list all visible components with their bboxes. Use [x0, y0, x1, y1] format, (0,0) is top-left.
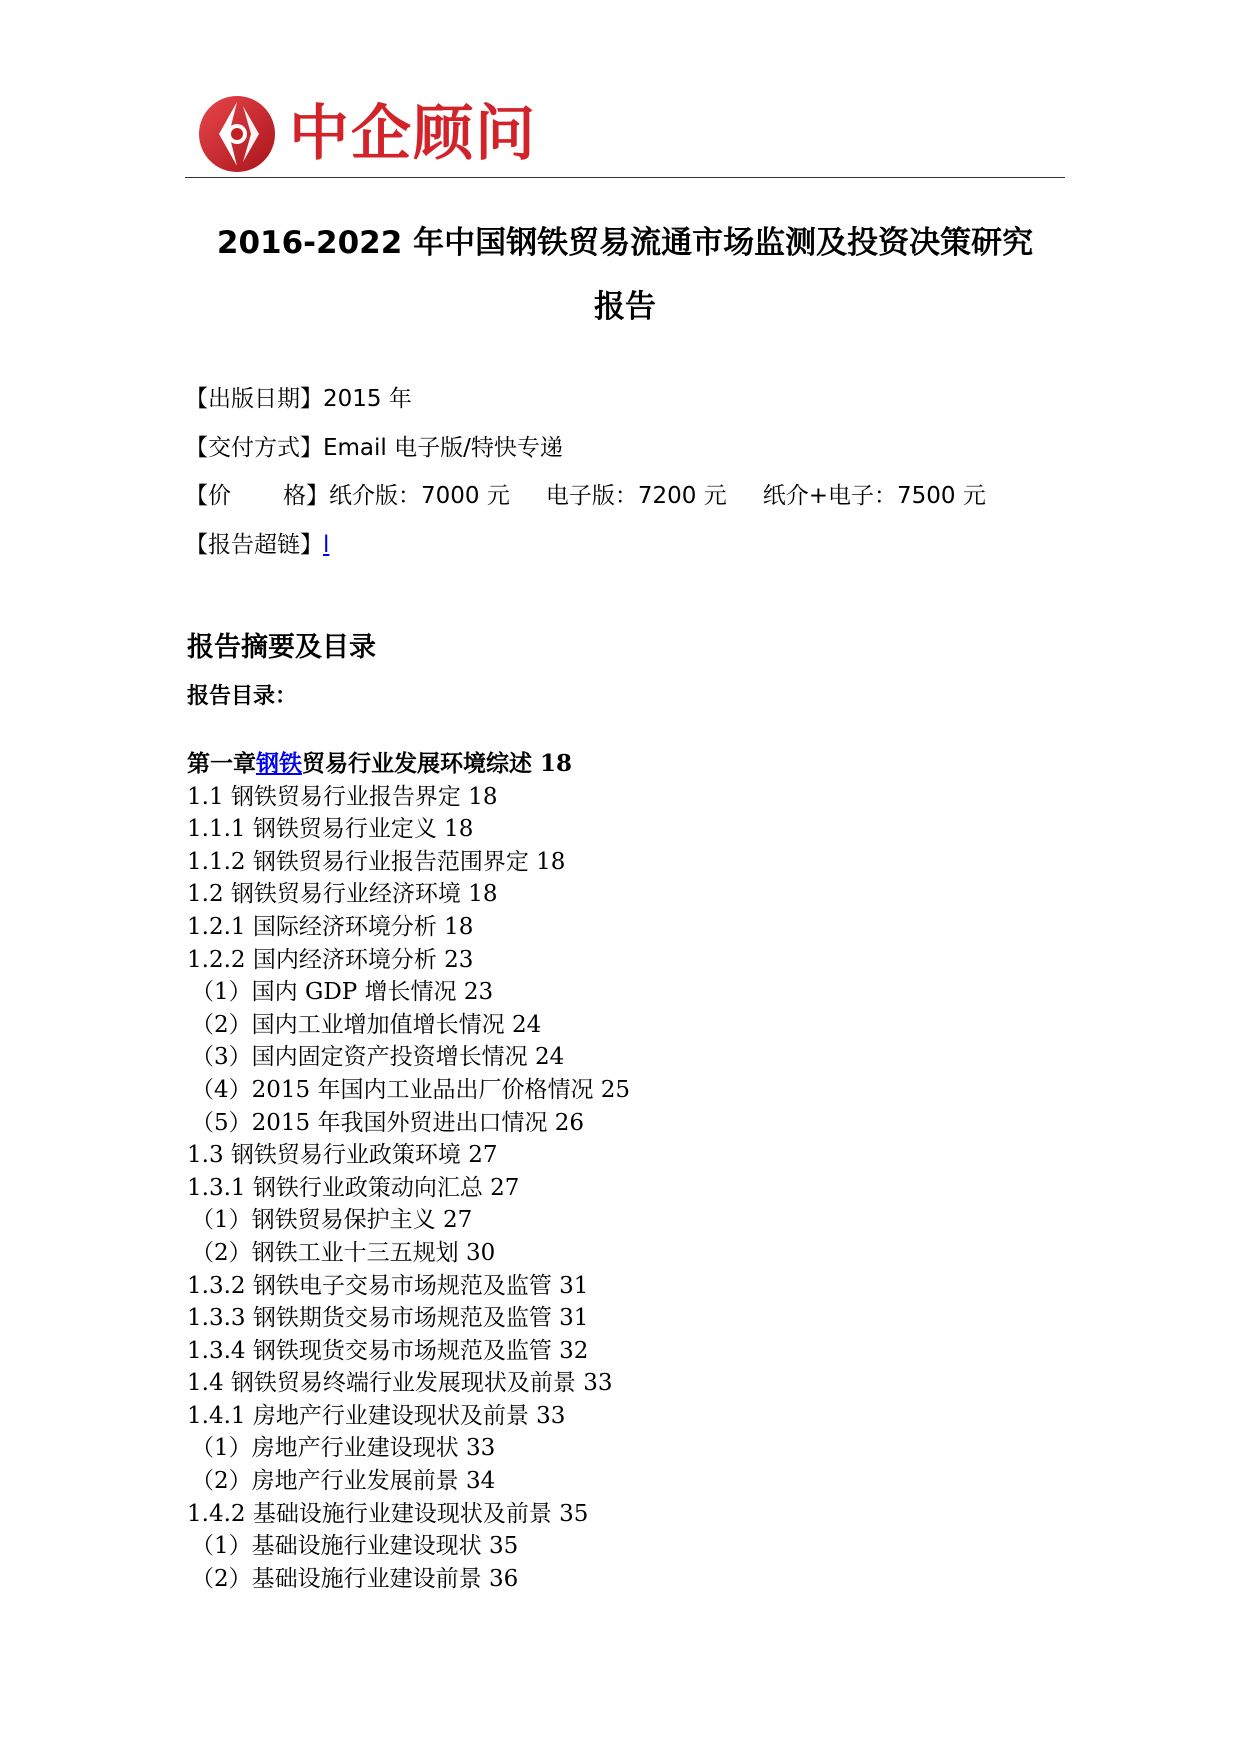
- toc-chapter-1: [187, 748, 1067, 781]
- brand-logo-icon: [193, 94, 281, 174]
- steel-keyword-link[interactable]: 钢铁: [256, 750, 302, 777]
- toc-item: （1）国内 GDP 增长情况 23: [191, 979, 494, 1006]
- toc-item: 1.4.2 基础设施行业建设现状及前景 35: [187, 1500, 589, 1527]
- toc-item: （5）2015 年我国外贸进出口情况 26: [191, 1109, 585, 1136]
- report-title-line-1: 2016-2022 年中国钢铁贸易流通市场监测及投资决策研究: [216, 225, 1034, 261]
- toc-item: 1.2.2 国内经济环境分析 23: [187, 946, 474, 973]
- price-paper: 纸介版：7000 元: [329, 483, 510, 509]
- price-label-open: 【价: [185, 483, 231, 509]
- publish-date-label: 【出版日期】: [185, 386, 323, 412]
- toc-item: 1.2.1 国际经济环境分析 18: [187, 913, 474, 940]
- delivery-value: Email 电子版/特快专递: [323, 435, 563, 461]
- report-hyperlink[interactable]: l: [323, 532, 330, 558]
- toc-item: 1.3 钢铁贸易行业政策环境 27: [187, 1142, 498, 1169]
- toc-item: （2）国内工业增加值增长情况 24: [191, 1011, 542, 1038]
- price-bundle: 纸介+电子：7500 元: [762, 483, 986, 509]
- price-digital: 电子版：7200 元: [545, 483, 727, 509]
- chapter-prefix: 第一章: [187, 750, 256, 777]
- company-logo: [193, 92, 537, 176]
- toc-item: 1.4 钢铁贸易终端行业发展现状及前景 33: [187, 1370, 613, 1397]
- toc-item: 1.4.1 房地产行业建设现状及前景 33: [187, 1402, 566, 1429]
- publish-date-value: 2015 年: [323, 386, 412, 412]
- toc-item: 1.1 钢铁贸易行业报告界定 18: [187, 783, 498, 810]
- header-divider: [185, 177, 1065, 178]
- logo-text: 中企顾问: [289, 99, 537, 169]
- report-link-label: 【报告超链】: [185, 532, 323, 558]
- delivery-row: [185, 437, 563, 460]
- toc-item: 1.3.3 钢铁期货交易市场规范及监管 31: [187, 1305, 589, 1332]
- toc-item: （1）房地产行业建设现状 33: [191, 1435, 496, 1462]
- toc-item: （1）钢铁贸易保护主义 27: [191, 1207, 473, 1234]
- toc-item: （2）钢铁工业十三五规划 30: [191, 1239, 496, 1266]
- price-row: [185, 485, 986, 508]
- summary-toc-heading: 报告摘要及目录: [187, 632, 376, 663]
- toc-item: （3）国内固定资产投资增长情况 24: [191, 1044, 565, 1071]
- toc-item: （2）基础设施行业建设前景 36: [191, 1565, 519, 1592]
- toc-item: （4）2015 年国内工业品出厂价格情况 25: [191, 1076, 631, 1103]
- toc-heading: 报告目录：: [187, 684, 298, 709]
- report-link-row: [185, 534, 329, 557]
- toc-item: 1.3.4 钢铁现货交易市场规范及监管 32: [187, 1337, 589, 1364]
- toc-item: （2）房地产行业发展前景 34: [191, 1468, 496, 1495]
- toc-item: 1.2 钢铁贸易行业经济环境 18: [187, 881, 498, 908]
- table-of-contents: [187, 748, 1067, 1595]
- toc-item: 1.1.2 钢铁贸易行业报告范围界定 18: [187, 848, 566, 875]
- toc-item: （1）基础设施行业建设现状 35: [191, 1533, 519, 1560]
- delivery-label: 【交付方式】: [185, 435, 323, 461]
- price-label-close: 格】: [283, 483, 329, 509]
- toc-item: 1.1.1 钢铁贸易行业定义 18: [187, 816, 474, 843]
- report-title-line-2: 报告: [594, 289, 656, 325]
- toc-item: 1.3.2 钢铁电子交易市场规范及监管 31: [187, 1272, 589, 1299]
- toc-item: 1.3.1 钢铁行业政策动向汇总 27: [187, 1174, 520, 1201]
- publish-date-row: [185, 388, 412, 411]
- chapter-suffix: 贸易行业发展环境综述 18: [302, 750, 573, 777]
